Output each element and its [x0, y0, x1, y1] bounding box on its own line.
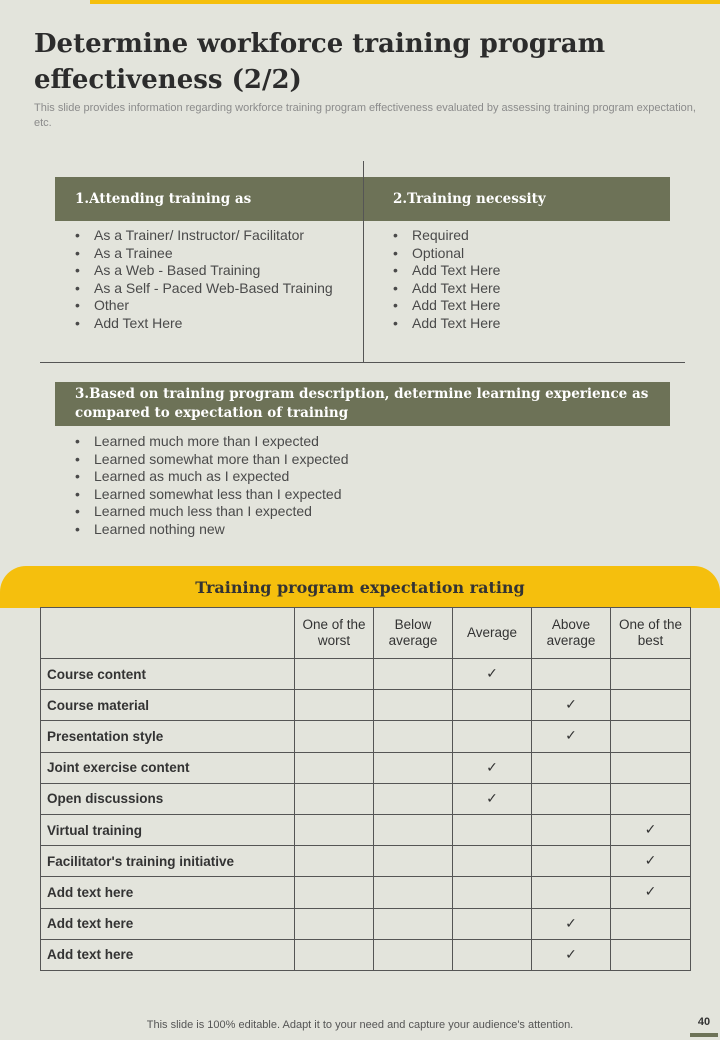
rating-header-row [41, 608, 691, 659]
rating-cell [374, 939, 453, 970]
rating-cell [295, 939, 374, 970]
rating-cell [374, 721, 453, 752]
rating-cell [295, 659, 374, 690]
rating-cell [295, 814, 374, 845]
column-header: Above average [532, 608, 611, 659]
column-header: Below average [374, 608, 453, 659]
row-label: Virtual training [41, 814, 295, 845]
rating-cell [453, 877, 532, 908]
rating-cell [532, 752, 611, 783]
page-number-underline [690, 1033, 718, 1037]
page-number: 40 [697, 1016, 711, 1028]
rating-cell [295, 783, 374, 814]
section2-header: 2.Training necessity [364, 177, 670, 221]
section1-list-item: • As a Web - Based Training [75, 262, 355, 280]
rating-table [40, 607, 691, 971]
rating-cell [374, 908, 453, 939]
rating-cell [374, 783, 453, 814]
rating-cell [611, 721, 691, 752]
table-row [41, 752, 691, 783]
footer-note: This slide is 100% editable. Adapt it to your need and capture your audience's attention. [146, 1019, 574, 1031]
check-icon: ✓ [611, 814, 691, 845]
row-label: Course material [41, 690, 295, 721]
section3-list-item: • Learned much more than I expected [75, 433, 665, 451]
table-row [41, 939, 691, 970]
section2-list-item: • Add Text Here [393, 315, 663, 333]
rating-cell [532, 877, 611, 908]
rating-cell [374, 814, 453, 845]
rating-cell [295, 908, 374, 939]
section2-list-item: • Add Text Here [393, 280, 663, 298]
rating-cell [453, 939, 532, 970]
section3-list-item: • Learned much less than I expected [75, 503, 665, 521]
section2-list-item: • Add Text Here [393, 297, 663, 315]
top-accent-bar [90, 0, 720, 4]
table-row [41, 690, 691, 721]
section2-list-item: • Optional [393, 245, 663, 263]
row-label: Presentation style [41, 721, 295, 752]
page-subtitle: This slide provides information regarding workforce training program effectiveness evaluated by assessing training program expectation, etc. [34, 102, 696, 129]
check-icon: ✓ [532, 690, 611, 721]
table-row [41, 814, 691, 845]
section3-list-item: • Learned nothing new [75, 521, 665, 539]
check-icon: ✓ [611, 846, 691, 877]
rating-cell [374, 846, 453, 877]
section2-list-item: • Add Text Here [393, 262, 663, 280]
section3-list-item: • Learned somewhat more than I expected [75, 451, 665, 469]
section1-list-item: • Other [75, 297, 355, 315]
check-icon: ✓ [453, 659, 532, 690]
section1-list-item: • Add Text Here [75, 315, 355, 333]
section1-list-item: • As a Self - Paced Web-Based Training [75, 280, 355, 298]
table-row [41, 846, 691, 877]
table-row [41, 721, 691, 752]
rating-cell [453, 690, 532, 721]
section2-list-item: • Required [393, 227, 663, 245]
rating-cell [295, 721, 374, 752]
rating-cell [532, 783, 611, 814]
rating-cell [453, 908, 532, 939]
rating-cell [611, 783, 691, 814]
check-icon: ✓ [611, 877, 691, 908]
section2-list [393, 227, 663, 333]
rating-cell [374, 659, 453, 690]
row-label: Add text here [41, 877, 295, 908]
corner-cell [41, 608, 295, 659]
row-label: Add text here [41, 939, 295, 970]
check-icon: ✓ [453, 783, 532, 814]
row-label: Add text here [41, 908, 295, 939]
table-row [41, 908, 691, 939]
rating-cell [374, 752, 453, 783]
rating-title: Training program expectation rating [0, 566, 720, 608]
rating-cell [374, 877, 453, 908]
column-header: Average [453, 608, 532, 659]
rating-cell [295, 690, 374, 721]
rating-cell [611, 752, 691, 783]
rating-cell [611, 908, 691, 939]
rating-cell [453, 721, 532, 752]
rating-cell [611, 659, 691, 690]
rating-cell [295, 877, 374, 908]
section1-list [75, 227, 355, 333]
rating-cell [611, 939, 691, 970]
row-label: Open discussions [41, 783, 295, 814]
table-row [41, 783, 691, 814]
section3-list-item: • Learned somewhat less than I expected [75, 486, 665, 504]
section1-header: 1.Attending training as [55, 177, 363, 221]
rating-cell [374, 690, 453, 721]
check-icon: ✓ [453, 752, 532, 783]
check-icon: ✓ [532, 908, 611, 939]
row-label: Facilitator's training initiative [41, 846, 295, 877]
section-divider [40, 362, 685, 363]
column-header: One of the best [611, 608, 691, 659]
section1-list-item: • As a Trainee [75, 245, 355, 263]
row-label: Course content [41, 659, 295, 690]
check-icon: ✓ [532, 721, 611, 752]
section3-list-item: • Learned as much as I expected [75, 468, 665, 486]
page-title: Determine workforce training program effectiveness (2/2) [34, 29, 606, 95]
section3-header: 3.Based on training program description, determine learning experience as compared to expectation of training [55, 382, 670, 426]
check-icon: ✓ [532, 939, 611, 970]
rating-cell [295, 752, 374, 783]
rating-cell [532, 814, 611, 845]
table-row [41, 877, 691, 908]
rating-cell [295, 846, 374, 877]
rating-cell [453, 846, 532, 877]
section3-list [75, 433, 665, 539]
rating-cell [532, 659, 611, 690]
rating-cell [532, 846, 611, 877]
rating-cell [453, 814, 532, 845]
column-header: One of the worst [295, 608, 374, 659]
section1-list-item: • As a Trainer/ Instructor/ Facilitator [75, 227, 355, 245]
row-label: Joint exercise content [41, 752, 295, 783]
rating-cell [611, 690, 691, 721]
table-row [41, 659, 691, 690]
